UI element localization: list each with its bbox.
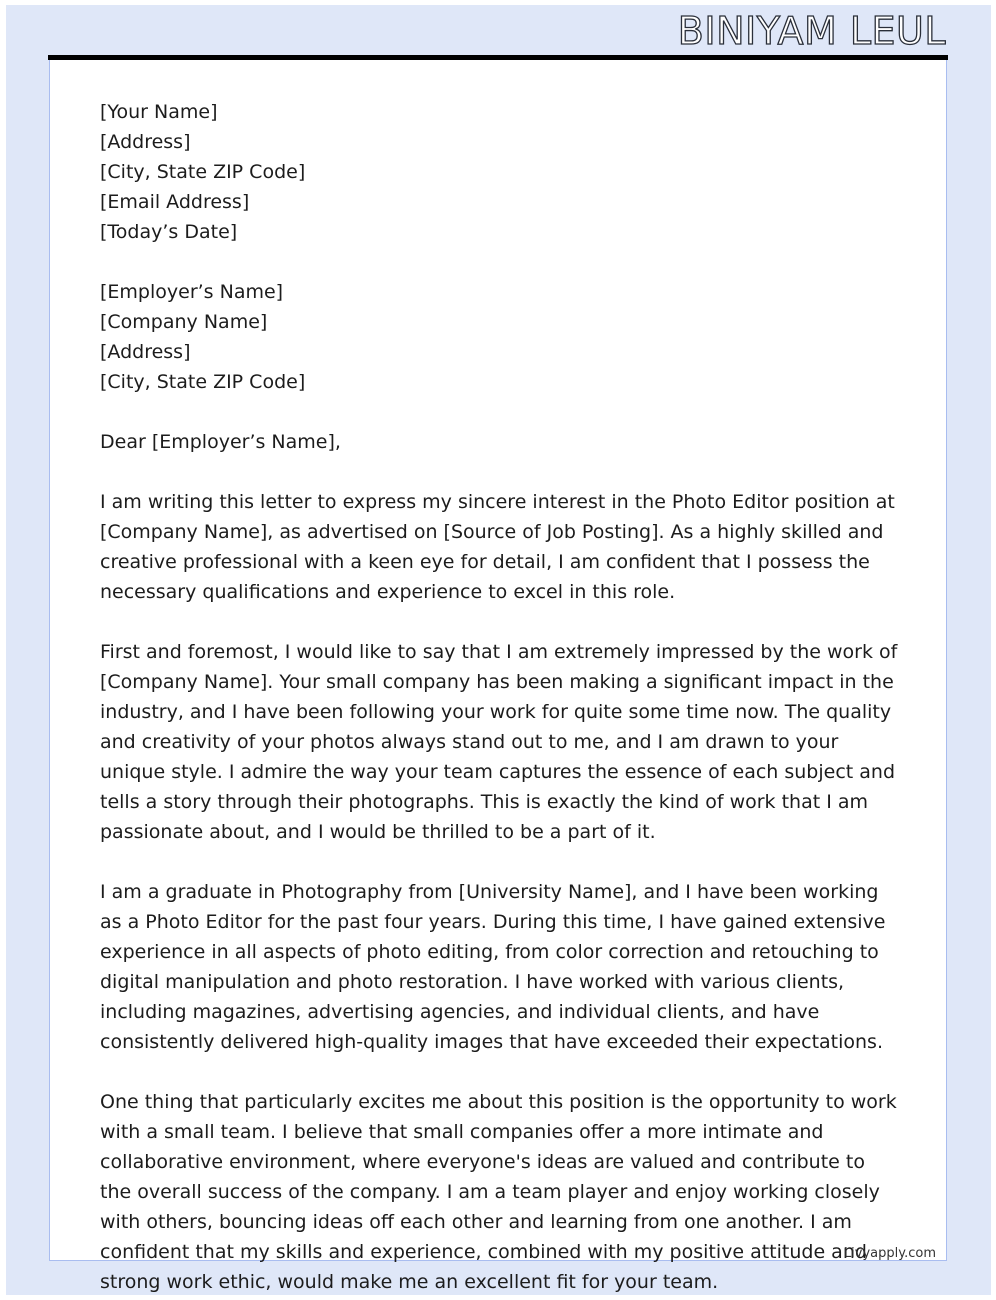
paragraph-intro: I am writing this letter to express my sincere interest in the Photo Editor position at [Company Name], as advertised on [Source of Job Posting]. As a highly skilled and creative professional with a keen eye for detail, I am confident that I possess the necessary qualifications and experience to excel in this role. xyxy=(100,491,895,603)
sender-email: [Email Address] xyxy=(100,191,250,213)
recipient-city: [City, State ZIP Code] xyxy=(100,371,306,393)
sender-city: [City, State ZIP Code] xyxy=(100,161,306,183)
spacer xyxy=(100,847,900,877)
sender-address: [Address] xyxy=(100,131,191,153)
spacer xyxy=(100,607,900,637)
paragraph-company-admiration: First and foremost, I would like to say that I am extremely impressed by the work of [Company Name]. Your small company has been making a significant impact in the industry, and I have been following your work for quite some time now. The quality and creativity of your photos always stand out to me, and I am drawn to your unique style. I admire the way your team captures the essence of each subject and tells a story through their photographs. This is exactly the kind of work that I am passionate about, and I would be thrilled to be a part of it. xyxy=(100,641,898,843)
spacer xyxy=(100,247,900,277)
letter-body xyxy=(100,97,900,1297)
recipient-address: [Address] xyxy=(100,341,191,363)
salutation: Dear [Employer’s Name], xyxy=(100,431,341,453)
watermark: Livyapply.com xyxy=(843,1246,936,1261)
spacer xyxy=(100,397,900,427)
spacer xyxy=(100,1057,900,1087)
paragraph-team-fit: One thing that particularly excites me about this position is the opportunity to work with a small team. I believe that small companies offer a more intimate and collaborative environment, where everyone's ideas are valued and contribute to the overall success of the company. I am a team player and enjoy working closely with others, bouncing ideas off each other and learning from one another. I am confident that my skills and experience, combined with my positive attitude and strong work ethic, would make me an excellent fit for your team. xyxy=(100,1091,897,1293)
paragraph-experience: I am a graduate in Photography from [University Name], and I have been working as a Photo Editor for the past four years. During this time, I have gained extensive experience in all aspects of photo editing, from color correction and retouching to digital manipulation and photo restoration. I have worked with various clients, including magazines, advertising agencies, and individual clients, and have consistently delivered high-quality images that have exceeded their expectations. xyxy=(100,881,886,1053)
spacer xyxy=(100,457,900,487)
header-name: BINIYAM LEUL xyxy=(677,9,946,53)
recipient-name: [Employer’s Name] xyxy=(100,281,284,303)
letter-date: [Today’s Date] xyxy=(100,221,238,243)
recipient-company: [Company Name] xyxy=(100,311,268,333)
sender-name: [Your Name] xyxy=(100,101,218,123)
